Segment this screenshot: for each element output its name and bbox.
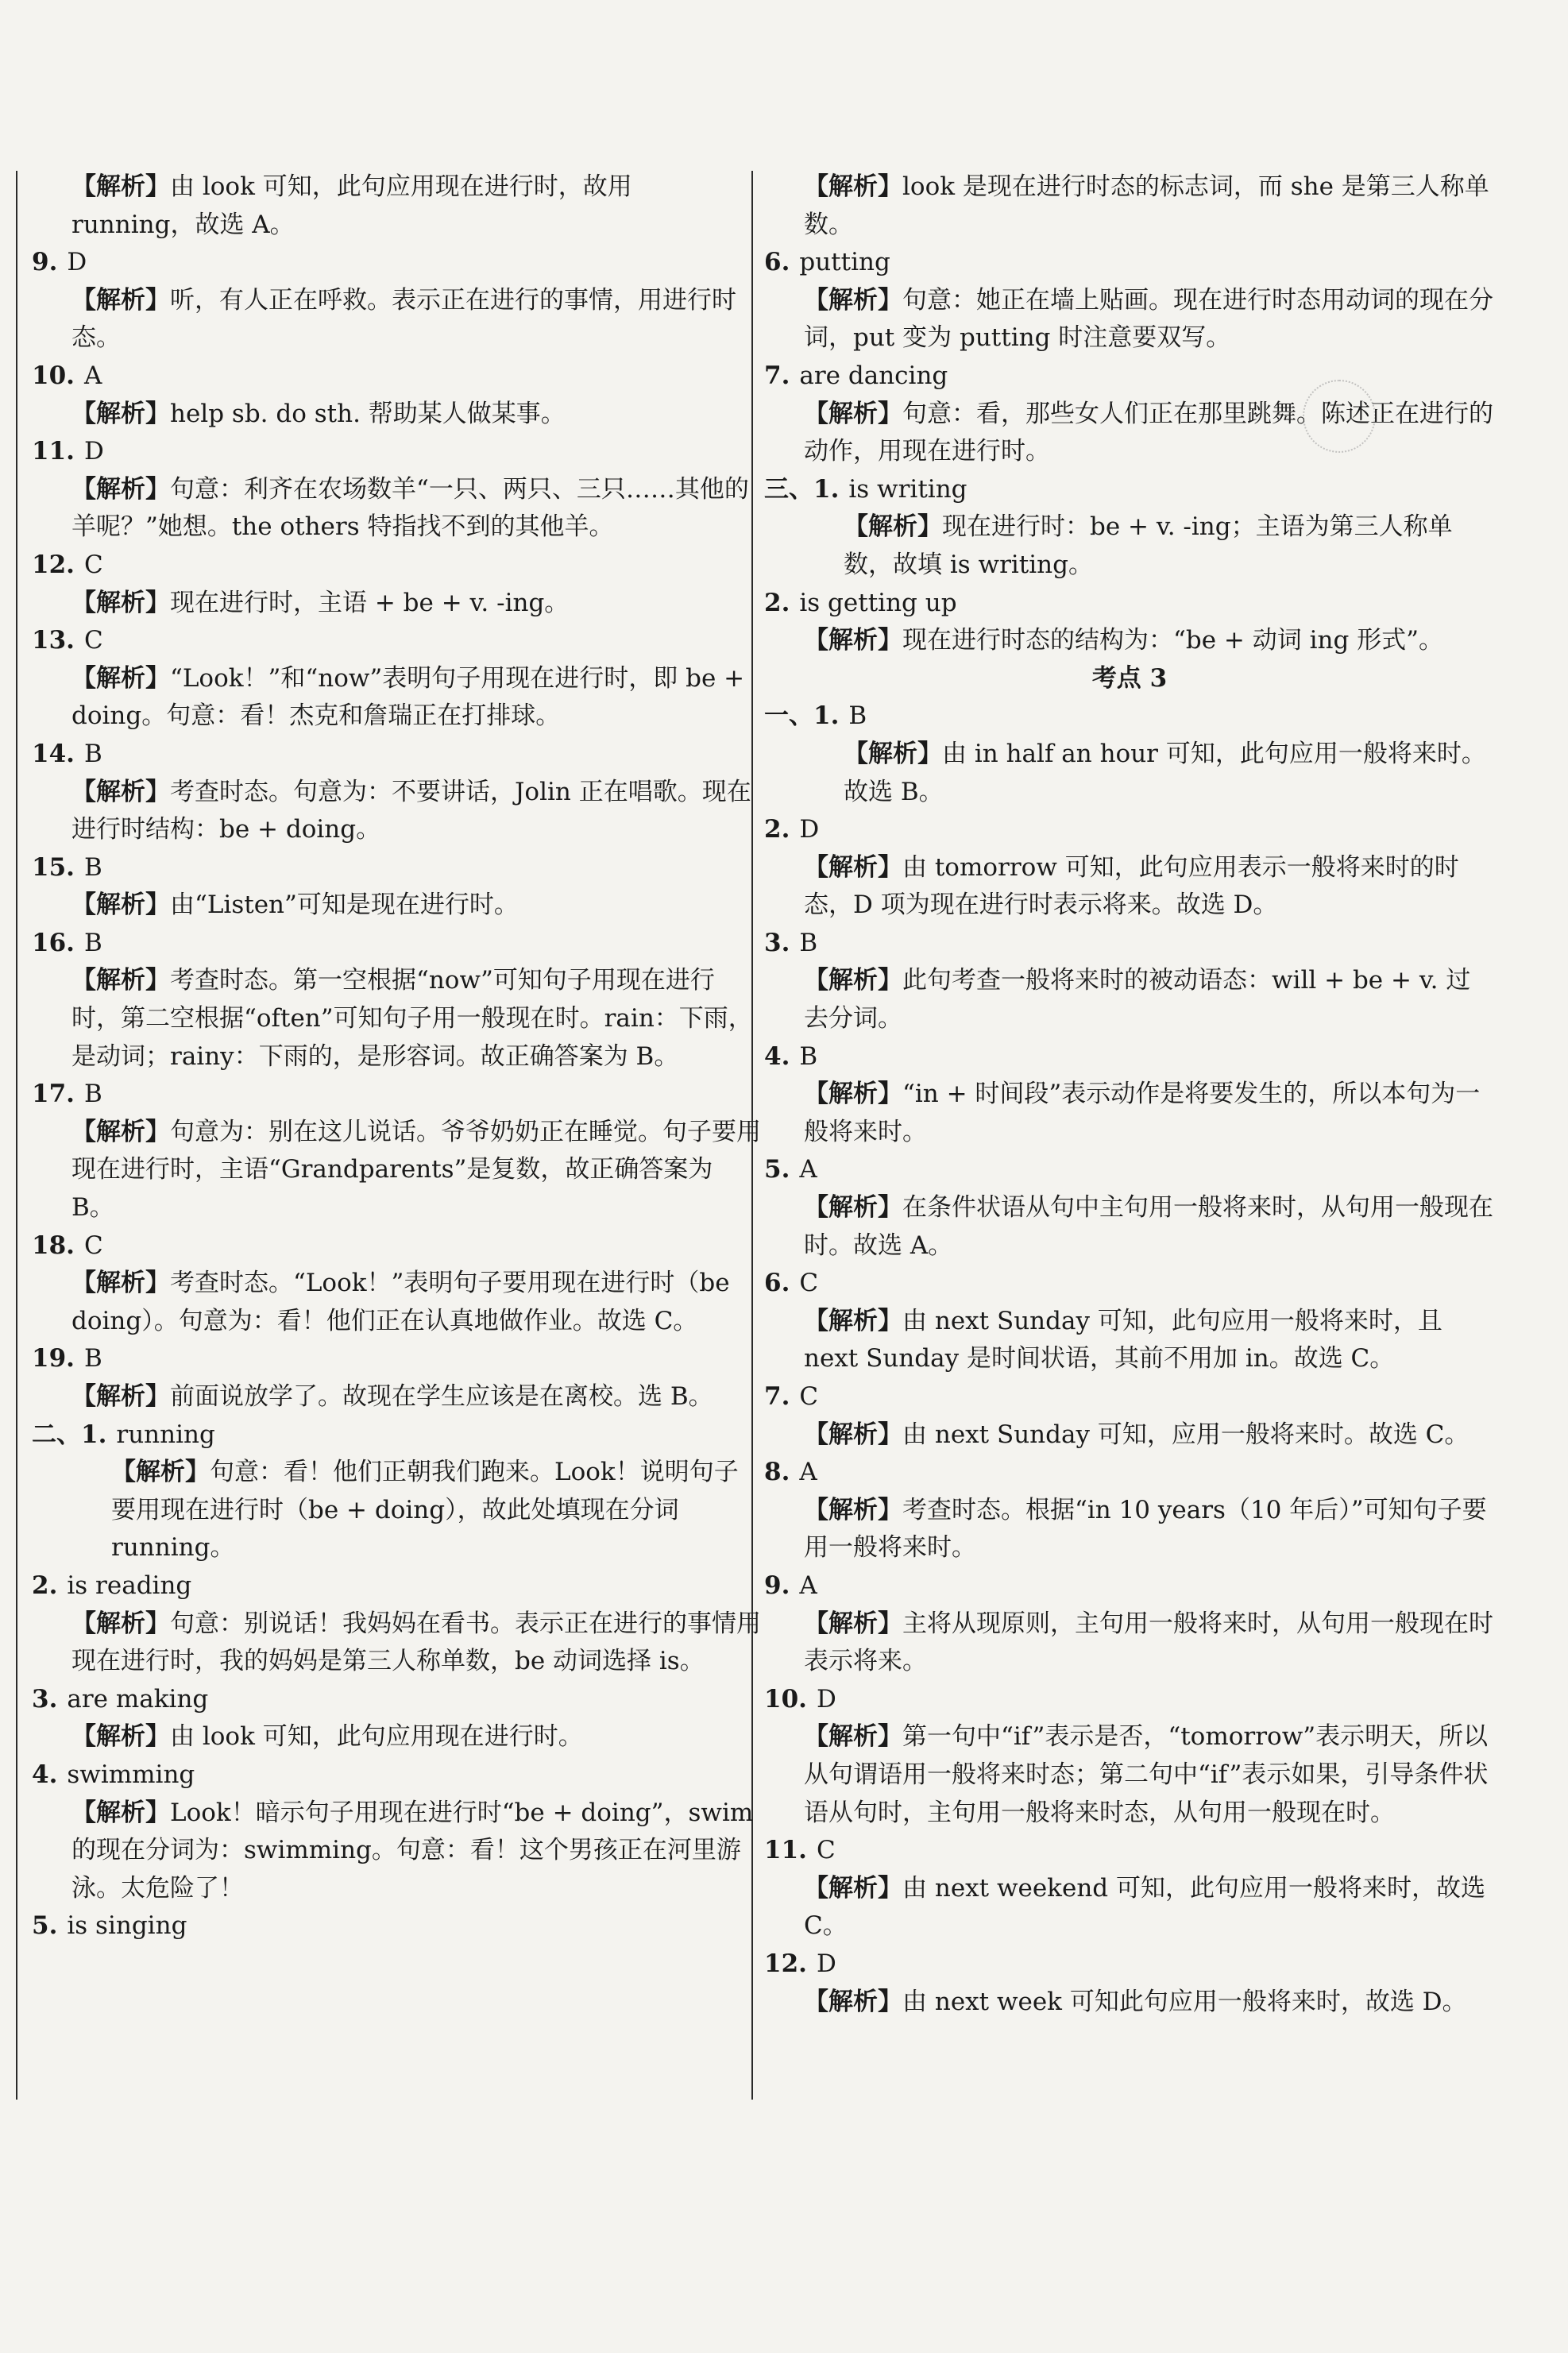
answer-value: A bbox=[83, 361, 102, 390]
explanation-tag: 【解析】 bbox=[804, 1609, 902, 1638]
answer-value: C bbox=[799, 1382, 819, 1411]
question-answer bbox=[32, 1416, 763, 1455]
question-number: 一、1. bbox=[764, 701, 840, 731]
explanation-text: 【解析】考查时态。根据“in 10 years（10 年后）”可知句子要用一般将来时。 bbox=[804, 1495, 1487, 1563]
explanation-text: 【解析】由 look 可知，此句应用现在进行时，故用 running，故选 A。 bbox=[71, 172, 632, 239]
question-number: 3. bbox=[32, 1684, 58, 1714]
explanation-text: 【解析】句意：利齐在农场数羊“一只、两只、三只……其他的羊呢？”她想。the others 特指找不到的其他羊。 bbox=[71, 474, 749, 542]
answer-value: are dancing bbox=[799, 361, 948, 390]
explanation-tag: 【解析】 bbox=[71, 1382, 170, 1411]
explanation-text: 【解析】考查时态。第一空根据“now”可知句子用现在进行时，第二空根据“often”可知句子用一般现在时。rain：下雨，是动词；rainy：下雨的，是形容词。故正确答案为 B。 bbox=[71, 966, 753, 1071]
explanation-text: 【解析】考查时态。句意为：不要讲话，Jolin 正在唱歌。现在进行时结构：be + doing。 bbox=[71, 777, 751, 844]
question-number: 9. bbox=[32, 248, 58, 277]
answer-value: B bbox=[799, 1041, 818, 1071]
answer-value: are making bbox=[67, 1684, 209, 1714]
explanation-tag: 【解析】 bbox=[804, 1987, 902, 2016]
question-number: 三、1. bbox=[764, 474, 840, 504]
explanation-tag: 【解析】 bbox=[111, 1458, 210, 1487]
question-answer bbox=[32, 736, 763, 774]
question-answer bbox=[32, 1907, 763, 1945]
answer-value: B bbox=[83, 739, 102, 768]
section-heading: 考点 3 bbox=[1091, 663, 1168, 693]
explanation-tag: 【解析】 bbox=[71, 399, 170, 428]
question-number: 13. bbox=[32, 626, 75, 655]
explanation-text: 【解析】由 look 可知，此句应用现在进行时。 bbox=[71, 1722, 583, 1752]
explanation-text: 【解析】“Look！”和“now”表明句子用现在进行时，即 be + doing。句意：看！杰克和詹瑞正在打排球。 bbox=[71, 663, 745, 731]
answer-value: putting bbox=[799, 248, 890, 277]
explanation-tag: 【解析】 bbox=[804, 399, 902, 428]
answer-value: A bbox=[799, 1155, 817, 1184]
answer-value: D bbox=[83, 437, 104, 466]
question-number: 2. bbox=[764, 815, 790, 844]
left-column bbox=[32, 168, 763, 1945]
explanation-tag: 【解析】 bbox=[71, 663, 170, 693]
question-answer bbox=[32, 1227, 763, 1265]
question-answer bbox=[32, 925, 763, 963]
answer-value: is reading bbox=[67, 1571, 192, 1600]
question-answer bbox=[764, 1378, 1495, 1416]
explanation-text: 【解析】现在进行时，主语 + be + v. -ing。 bbox=[71, 588, 570, 617]
question-answer bbox=[764, 811, 1495, 849]
question-number: 3. bbox=[764, 928, 790, 957]
question-number: 12. bbox=[32, 550, 75, 579]
question-number: 12. bbox=[764, 1949, 807, 1978]
explanation-tag: 【解析】 bbox=[71, 1609, 170, 1638]
answer-value: C bbox=[83, 550, 103, 579]
question-number: 4. bbox=[764, 1041, 790, 1071]
explanation-text: 【解析】由 next Sunday 可知，应用一般将来时。故选 C。 bbox=[804, 1420, 1470, 1449]
explanation-text: 【解析】句意：别说话！我妈妈在看书。表示正在进行的事情用现在进行时，我的妈妈是第三人称单数，be 动词选择 is。 bbox=[71, 1609, 761, 1676]
explanation-text: 【解析】句意：她正在墙上贴画。现在进行时态用动词的现在分词，put 变为 putting 时注意要双写。 bbox=[804, 285, 1493, 353]
question-answer bbox=[764, 471, 1495, 509]
question-answer bbox=[32, 622, 763, 660]
explanation-tag: 【解析】 bbox=[804, 626, 902, 655]
question-number: 15. bbox=[32, 852, 75, 882]
answer-value: B bbox=[83, 1080, 102, 1109]
answer-value: A bbox=[799, 1458, 817, 1487]
explanation-text: 【解析】句意为：别在这儿说话。爷爷奶奶正在睡觉。句子要用现在进行时，主语“Grandparents”是复数，故正确答案为 B。 bbox=[71, 1117, 761, 1223]
explanation-tag: 【解析】 bbox=[804, 1495, 902, 1524]
answer-value: swimming bbox=[67, 1760, 195, 1789]
explanation-tag: 【解析】 bbox=[71, 891, 170, 920]
explanation-tag: 【解析】 bbox=[71, 1798, 170, 1827]
explanation-tag: 【解析】 bbox=[71, 1722, 170, 1752]
question-number: 7. bbox=[764, 361, 790, 390]
question-answer bbox=[764, 1832, 1495, 1870]
explanation-text: 【解析】由 next weekend 可知，此句应用一般将来时，故选 C。 bbox=[804, 1873, 1485, 1941]
question-number: 6. bbox=[764, 248, 790, 277]
answer-value: D bbox=[799, 815, 820, 844]
explanation-tag: 【解析】 bbox=[71, 588, 170, 617]
answer-value: B bbox=[848, 701, 867, 731]
question-number: 5. bbox=[32, 1911, 58, 1941]
answer-value: C bbox=[816, 1836, 836, 1865]
question-answer bbox=[32, 1567, 763, 1605]
explanation-text: 【解析】look 是现在进行时态的标志词，而 she 是第三人称单数。 bbox=[804, 172, 1489, 239]
question-answer bbox=[32, 433, 763, 471]
question-number: 7. bbox=[764, 1382, 790, 1411]
answer-value: is getting up bbox=[799, 588, 957, 617]
explanation-text: 【解析】由“Listen”可知是现在进行时。 bbox=[71, 891, 519, 920]
question-number: 9. bbox=[764, 1571, 790, 1600]
question-number: 8. bbox=[764, 1458, 790, 1487]
question-answer bbox=[32, 244, 763, 282]
explanation-tag: 【解析】 bbox=[71, 1269, 170, 1298]
explanation-text: 【解析】主将从现原则，主句用一般将来时，从句用一般现在时表示将来。 bbox=[804, 1609, 1493, 1676]
explanation-tag: 【解析】 bbox=[804, 1722, 902, 1752]
question-answer bbox=[764, 1945, 1495, 1984]
explanation-text: 【解析】由 tomorrow 可知，此句应用表示一般将来时的时态，D 项为现在进行时表示将来。故选 D。 bbox=[804, 852, 1459, 920]
question-answer bbox=[764, 1681, 1495, 1719]
explanation-text: 【解析】听，有人正在呼救。表示正在进行的事情，用进行时态。 bbox=[71, 285, 736, 353]
answer-value: D bbox=[816, 1949, 836, 1978]
explanation-tag: 【解析】 bbox=[71, 1117, 170, 1146]
explanation-text: 【解析】句意：看！他们正朝我们跑来。Look！说明句子要用现在进行时（be + doing），故此处填现在分词 running。 bbox=[111, 1458, 739, 1563]
question-answer bbox=[32, 1076, 763, 1114]
explanation-tag: 【解析】 bbox=[71, 285, 170, 315]
explanation-text: 【解析】“in + 时间段”表示动作是将要发生的，所以本句为一般将来时。 bbox=[804, 1080, 1481, 1146]
question-number: 18. bbox=[32, 1231, 75, 1260]
explanation-tag: 【解析】 bbox=[804, 966, 902, 995]
explanation-tag: 【解析】 bbox=[804, 1873, 902, 1903]
explanation-tag: 【解析】 bbox=[71, 966, 170, 995]
explanation-tag: 【解析】 bbox=[71, 474, 170, 504]
answer-value: B bbox=[799, 928, 818, 957]
question-answer bbox=[764, 1265, 1495, 1303]
question-number: 10. bbox=[32, 361, 75, 390]
question-answer bbox=[764, 244, 1495, 282]
answer-value: D bbox=[67, 248, 87, 277]
explanation-tag: 【解析】 bbox=[71, 777, 170, 806]
explanation-text: 【解析】由 next week 可知此句应用一般将来时，故选 D。 bbox=[804, 1987, 1467, 2016]
question-number: 14. bbox=[32, 739, 75, 768]
question-number: 11. bbox=[32, 437, 75, 466]
explanation-tag: 【解析】 bbox=[844, 512, 942, 542]
answer-value: C bbox=[83, 1231, 103, 1260]
explanation-tag: 【解析】 bbox=[804, 285, 902, 315]
explanation-text: 【解析】help sb. do sth. 帮助某人做某事。 bbox=[71, 399, 566, 428]
question-number: 10. bbox=[764, 1684, 807, 1714]
question-number: 2. bbox=[764, 588, 790, 617]
question-number: 19. bbox=[32, 1344, 75, 1374]
question-answer bbox=[32, 547, 763, 585]
explanation-tag: 【解析】 bbox=[804, 1193, 902, 1223]
answer-value: C bbox=[799, 1269, 819, 1298]
explanation-text: 【解析】现在进行时态的结构为：“be + 动词 ing 形式”。 bbox=[804, 626, 1443, 655]
explanation-tag: 【解析】 bbox=[844, 739, 942, 768]
answer-value: running bbox=[116, 1420, 215, 1449]
explanation-text: 【解析】由 next Sunday 可知，此句应用一般将来时，且 next Sunday 是时间状语，其前不用加 in。故选 C。 bbox=[804, 1306, 1442, 1374]
question-number: 6. bbox=[764, 1269, 790, 1298]
question-number: 11. bbox=[764, 1836, 807, 1865]
explanation-text: 【解析】此句考查一般将来时的被动语态：will + be + v. 过去分词。 bbox=[804, 966, 1471, 1034]
question-number: 4. bbox=[32, 1760, 58, 1789]
question-answer bbox=[764, 585, 1495, 623]
explanation-text: 【解析】前面说放学了。故现在学生应该是在离校。选 B。 bbox=[71, 1382, 713, 1411]
question-answer bbox=[764, 697, 1495, 736]
explanation-tag: 【解析】 bbox=[804, 172, 902, 201]
explanation-text: 【解析】考查时态。“Look！”表明句子要用现在进行时（be doing）。句意为：看！他们正在认真地做作业。故选 C。 bbox=[71, 1269, 730, 1335]
answer-value: B bbox=[83, 928, 102, 957]
question-answer bbox=[764, 357, 1495, 396]
question-answer bbox=[764, 925, 1495, 963]
explanation-tag: 【解析】 bbox=[804, 1306, 902, 1335]
question-answer bbox=[764, 1567, 1495, 1605]
question-number: 二、1. bbox=[32, 1420, 107, 1449]
question-answer bbox=[32, 1340, 763, 1378]
left-margin-rule bbox=[16, 171, 17, 2100]
question-answer bbox=[764, 1454, 1495, 1492]
question-answer bbox=[32, 849, 763, 887]
explanation-tag: 【解析】 bbox=[804, 852, 902, 882]
answer-value: is singing bbox=[67, 1911, 187, 1941]
question-answer bbox=[32, 357, 763, 396]
answer-value: A bbox=[799, 1571, 817, 1600]
question-number: 5. bbox=[764, 1155, 790, 1184]
question-answer bbox=[32, 1681, 763, 1719]
explanation-text: 【解析】句意：看，那些女人们正在那里跳舞。陈述正在进行的动作，用现在进行时。 bbox=[804, 399, 1493, 466]
answer-value: is writing bbox=[848, 474, 967, 504]
question-number: 17. bbox=[32, 1080, 75, 1109]
answer-value: C bbox=[83, 626, 103, 655]
answer-value: B bbox=[83, 852, 102, 882]
explanation-text: 【解析】在条件状语从句中主句用一般将来时，从句用一般现在时。故选 A。 bbox=[804, 1193, 1493, 1260]
explanation-text: 【解析】第一句中“if”表示是否，“tomorrow”表示明天，所以从句谓语用一般将来时态；第二句中“if”表示如果，引导条件状语从句时，主句用一般将来时态，从句用一般现在时。 bbox=[804, 1722, 1489, 1827]
explanation-text: 【解析】现在进行时：be + v. -ing；主语为第三人称单数，故填 is writing。 bbox=[844, 512, 1453, 579]
explanation-text: 【解析】Look！暗示句子用现在进行时“be + doing”，swim 的现在分词为：swimming。句意：看！这个男孩正在河里游泳。太危险了！ bbox=[71, 1798, 754, 1903]
question-answer bbox=[32, 1756, 763, 1795]
answer-value: D bbox=[816, 1684, 836, 1714]
question-number: 2. bbox=[32, 1571, 58, 1600]
question-answer bbox=[764, 1038, 1495, 1076]
right-column bbox=[764, 168, 1495, 2021]
explanation-text: 【解析】由 in half an hour 可知，此句应用一般将来时。故选 B。 bbox=[844, 739, 1486, 806]
explanation-tag: 【解析】 bbox=[804, 1080, 902, 1109]
question-number: 16. bbox=[32, 928, 75, 957]
question-answer bbox=[764, 1151, 1495, 1189]
explanation-tag: 【解析】 bbox=[71, 172, 170, 201]
explanation-tag: 【解析】 bbox=[804, 1420, 902, 1449]
answer-value: B bbox=[83, 1344, 102, 1374]
